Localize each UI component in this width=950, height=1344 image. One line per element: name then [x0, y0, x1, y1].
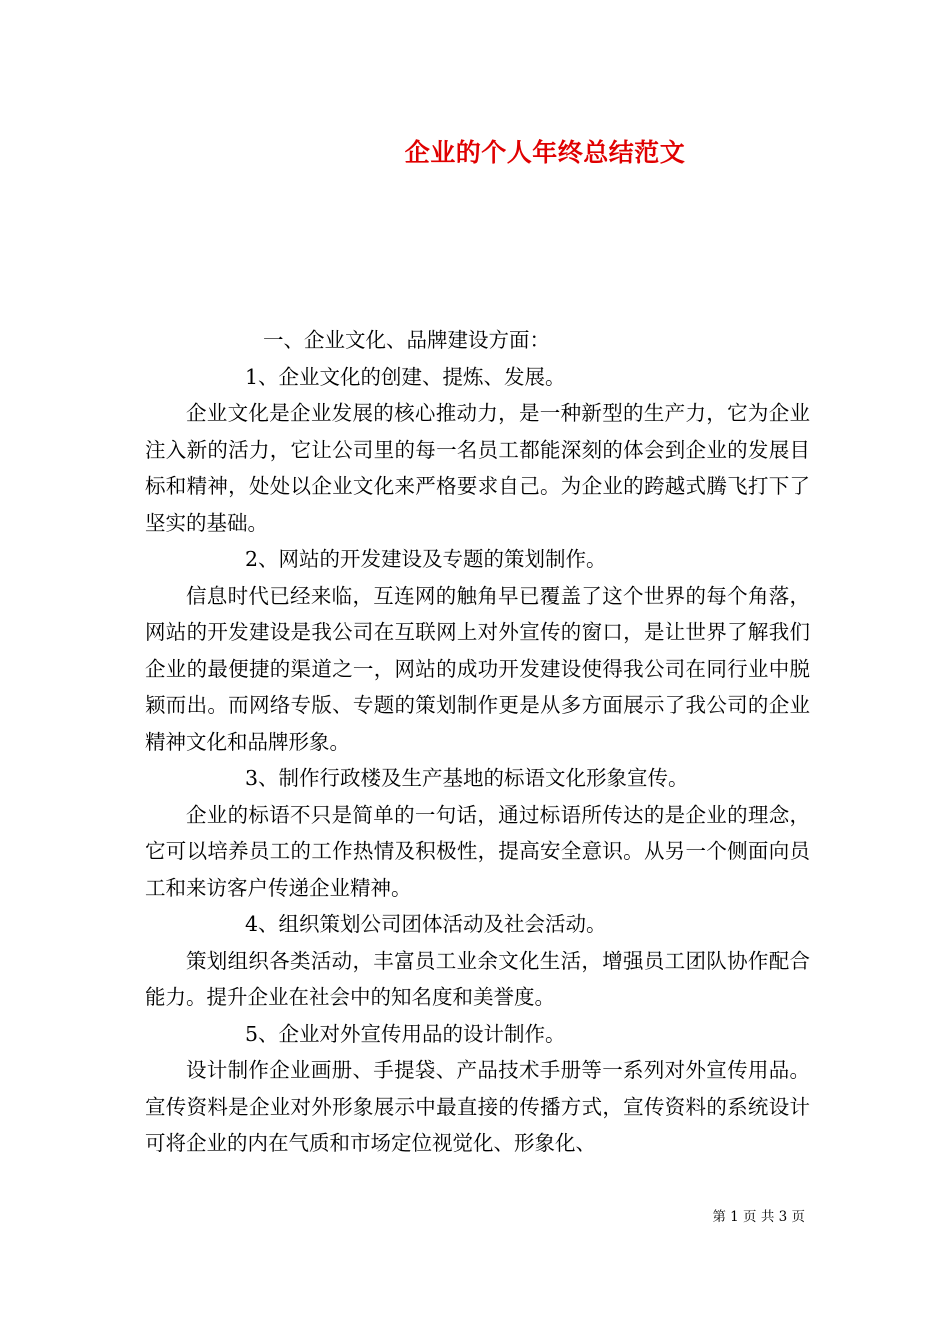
item-heading-1: 1、企业文化的创建、提炼、发展。 [245, 364, 566, 389]
document-title: 企业的个人年终总结范文 [404, 138, 686, 167]
item-paragraph-5: 设计制作企业画册、手提袋、产品技术手册等一系列对外宣传用品。宣传资料是企业对外形象展示中最直接的传播方式，宣传资料的系统设计可将企业的内在气质和市场定位视觉化、形象化、 [145, 1058, 810, 1155]
page-number-footer: 第 1 页 共 3 页 [712, 1209, 805, 1225]
item-paragraph-3: 企业的标语不只是简单的一句话，通过标语所传达的是企业的理念，它可以培养员工的工作热情及积极性，提高安全意识。从另一个侧面向员工和来访客户传递企业精神。 [145, 802, 810, 900]
document-body [145, 322, 810, 1162]
item-paragraph-2: 信息时代已经来临，互连网的触角早已覆盖了这个世界的每个角落，网站的开发建设是我公司在互联网上对外宣传的窗口，是让世界了解我们企业的最便捷的渠道之一，网站的成功开发建设使得我公司在同行业中脱颖而出。而网络专版、专题的策划制作更是从多方面展示了我公司的企业精神文化和品牌形象。 [145, 583, 810, 754]
item-paragraph-1: 企业文化是企业发展的核心推动力，是一种新型的生产力，它为企业注入新的活力，它让公司里的每一名员工都能深刻的体会到企业的发展目标和精神，处处以企业文化来严格要求自己。为企业的跨越式腾飞打下了坚实的基础。 [145, 401, 810, 535]
item-heading-5: 5、企业对外宣传用品的设计制作。 [245, 1021, 566, 1046]
item-heading-4: 4、组织策划公司团体活动及社会活动。 [245, 912, 607, 936]
section-heading: 一、企业文化、品牌建设方面： [263, 328, 550, 352]
item-heading-3: 3、制作行政楼及生产基地的标语文化形象宣传。 [245, 766, 689, 790]
item-heading-2: 2、网站的开发建设及专题的策划制作。 [245, 547, 607, 571]
item-paragraph-4: 策划组织各类活动，丰富员工业余文化生活，增强员工团队协作配合能力。提升企业在社会中的知名度和美誉度。 [145, 948, 810, 1009]
